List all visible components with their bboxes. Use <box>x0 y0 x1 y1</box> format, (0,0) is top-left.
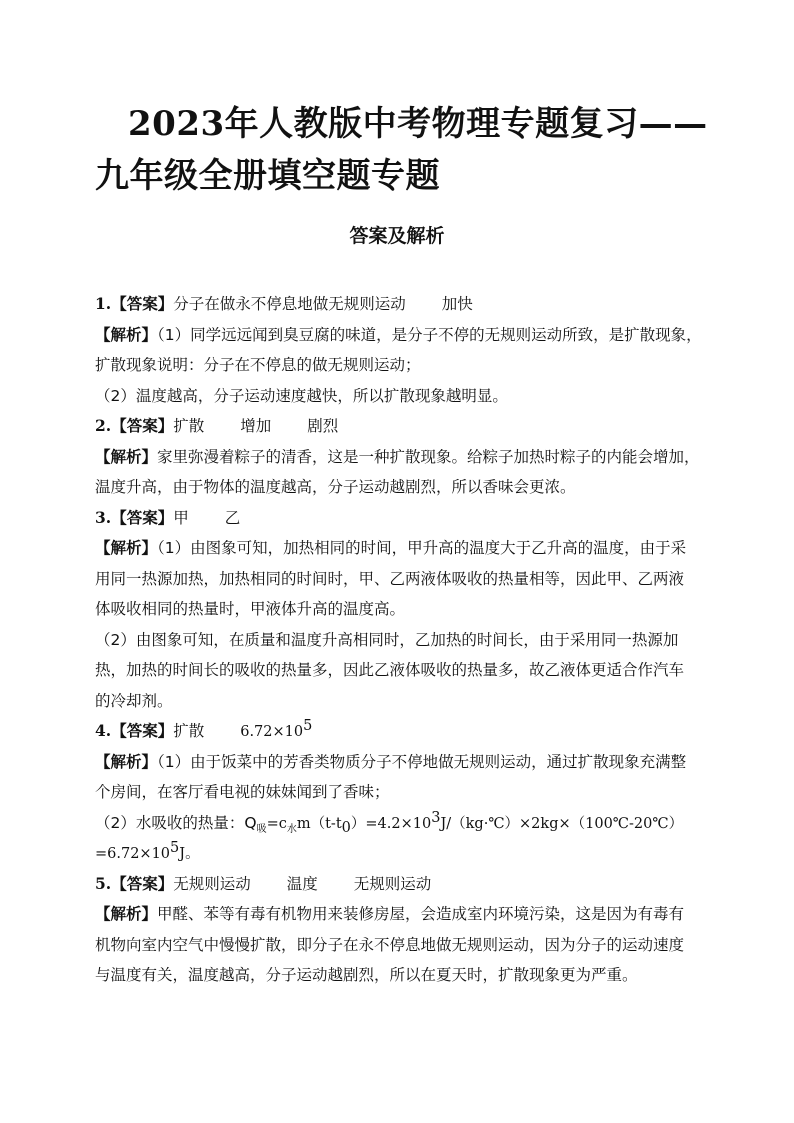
item-number: 4. <box>95 721 112 740</box>
item-number: 3. <box>95 507 112 527</box>
analysis-line: 【解析】甲醛、苯等有毒有机物用来装修房屋，会造成室内环境污染，这是因为有毒有 <box>95 905 685 923</box>
answer-line-2 <box>95 411 701 442</box>
answer-tag: 【答案】 <box>111 722 174 740</box>
formula-result-line: $=6.72\times 10^5J$。 <box>95 839 200 862</box>
answer-line-1 <box>95 289 701 320</box>
answer-text: 增加 <box>240 417 272 435</box>
analysis-line: 【解析】（1）由于饭菜中的芳香类物质分子不停地做无规则运动，通过扩散现象充满整 <box>95 752 687 771</box>
answer-text: 温度 <box>286 874 318 893</box>
answer-text: 剧烈 <box>307 417 339 435</box>
analysis-line: 扩散现象说明：分子在不停息的做无规则运动； <box>95 356 421 374</box>
answer-text: 无规则运动 <box>353 874 432 893</box>
item-number: 5. <box>95 873 112 893</box>
analysis-tag: 【解析】 <box>95 447 158 466</box>
analysis-tag: 【解析】 <box>95 752 158 771</box>
answer-tag: 【答案】 <box>111 508 174 527</box>
analysis-line: 【解析】（1）同学远远闻到臭豆腐的味道，是分子不停的无规则运动所致，是扩散现象， <box>95 325 702 344</box>
analysis-line: 用同一热源加热，加热相同的时间时，甲、乙两液体吸收的热量相等，因此甲、乙两液 <box>95 569 685 588</box>
answer-tag: 【答案】 <box>111 295 174 313</box>
analysis-line: 体吸收相同的热量时，甲液体升高的温度高。 <box>95 600 406 618</box>
answer-text: 分子在做永不停息地做无规则运动 <box>173 295 406 313</box>
analysis-line: 与温度有关，温度越高，分子运动越剧烈，所以在夏天时，扩散现象更为严重。 <box>95 966 638 984</box>
answer-line-5 <box>95 869 701 900</box>
formula-line: （2）水吸收的热量：$Q_吸=c_水m(t-t_0)=4.2\times 10^3J/(kg\cdot℃)\times 2kg\times(100℃-20℃)$ <box>95 809 684 836</box>
answer-text: 扩散 <box>173 417 205 435</box>
answer-value: 6.72×10 <box>240 724 304 740</box>
answer-list <box>95 289 701 991</box>
analysis-line: 热，加热的时间长的吸收的热量多，因此乙液体吸收的热量多，故乙液体更适合作汽车 <box>95 661 685 679</box>
analysis-line: 的冷却剂。 <box>95 691 173 710</box>
analysis-line: （2）温度越高，分子运动速度越快，所以扩散现象越明显。 <box>95 386 508 405</box>
answer-tag: 【答案】 <box>111 874 174 893</box>
answer-tag: 【答案】 <box>111 417 174 435</box>
item-number: 1. <box>95 294 112 313</box>
answer-text: 扩散 <box>173 722 205 740</box>
analysis-line: （2）由图象可知，在质量和温度升高相同时，乙加热的时间长，由于采用同一热源加 <box>95 630 679 649</box>
answer-text: 甲 <box>173 508 189 527</box>
item-number: 2. <box>95 416 112 435</box>
page-subtitle: 答案及解析 <box>349 225 445 247</box>
analysis-tag: 【解析】 <box>95 325 158 344</box>
analysis-tag: 【解析】 <box>95 539 158 557</box>
analysis-tag: 【解析】 <box>95 905 158 923</box>
answer-text: 无规则运动 <box>173 874 251 893</box>
analysis-line: 机物向室内空气中慢慢扩散，即分子在永不停息地做无规则运动，因为分子的运动速度 <box>95 935 685 954</box>
analysis-line: 【解析】（1）由图象可知，加热相同的时间，甲升高的温度大于乙升高的温度，由于采 <box>95 539 687 557</box>
analysis-line: 个房间，在客厅看电视的妹妹闻到了香味； <box>95 783 390 801</box>
answer-line-4 <box>95 716 701 747</box>
answer-text: 加快 <box>441 295 473 313</box>
page-title: 2023年人教版中考物理专题复习——九年级全册填空题专题 <box>95 104 708 196</box>
answer-line-3 <box>95 503 701 534</box>
analysis-line: 【解析】家里弥漫着粽子的清香，这是一种扩散现象。给粽子加热时粽子的内能会增加， <box>95 447 700 466</box>
analysis-line: 温度升高，由于物体的温度越高，分子运动越剧烈，所以香味会更浓。 <box>95 478 576 496</box>
answer-text: 乙 <box>224 508 241 527</box>
answer-exponent: 5 <box>303 717 313 734</box>
